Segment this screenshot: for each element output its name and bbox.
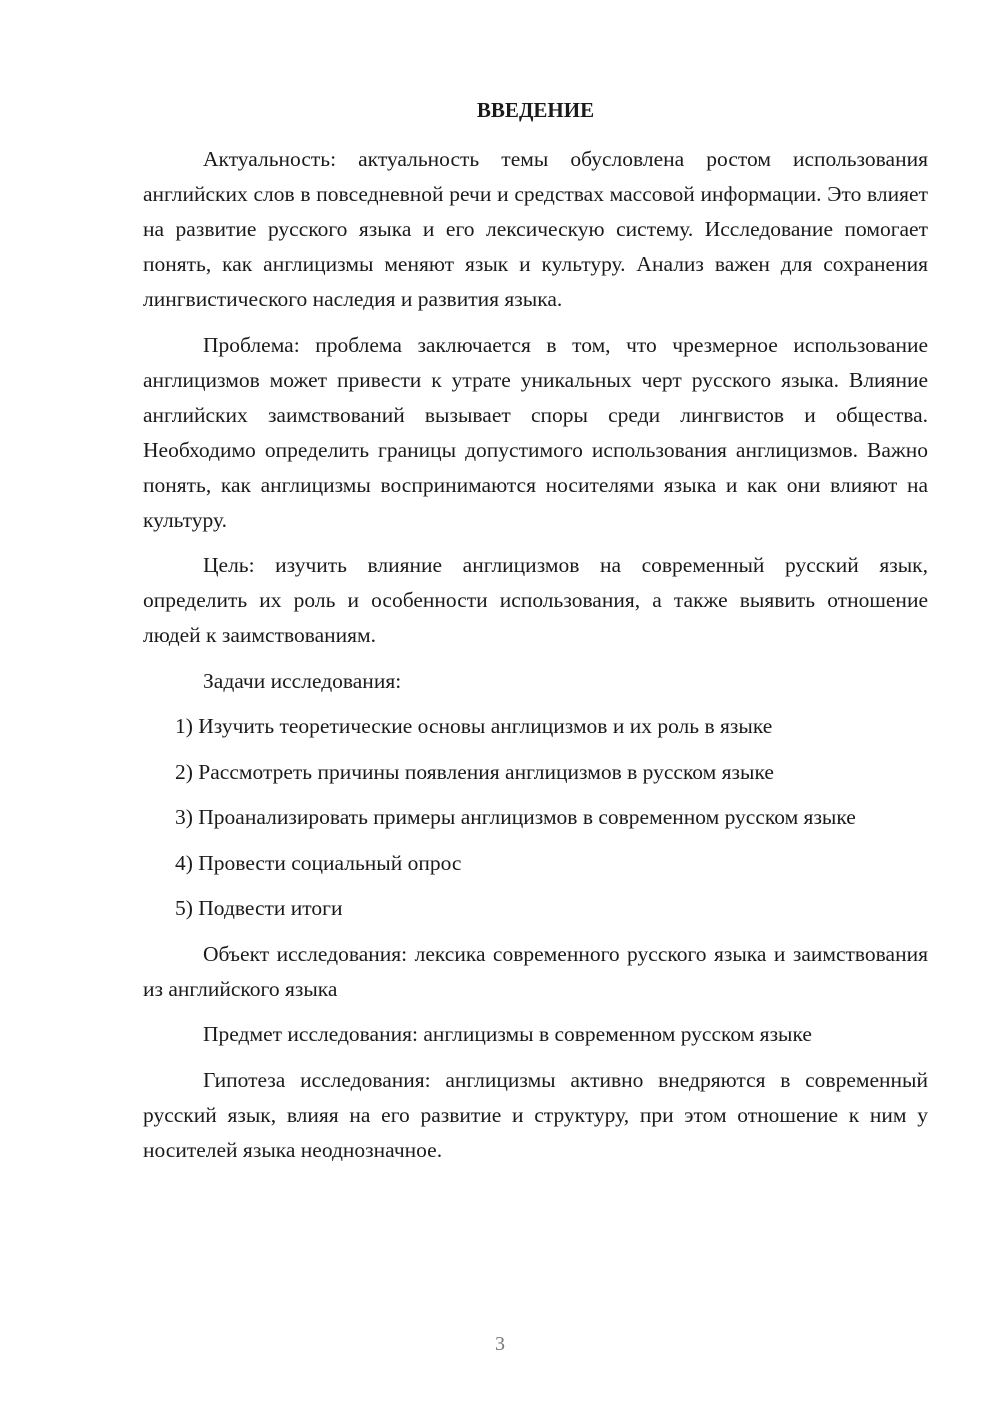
paragraph-tasks-heading: Задачи исследования: [203,668,402,693]
paragraph-problem: Проблема: проблема заключается в том, что чрезмерное использование англицизмов может привести к утрате уникальных черт русского языка. Влияние английских заимствований вызывает споры среди лингвистов и общества. Необходимо определить границы допустимого использования англицизмов. Важно понять, как англицизмы воспринимаются носителями языка и как они влияют на культуру. [143,332,928,532]
page-number: 3 [495,1333,505,1355]
task-item: 3) Проанализировать примеры англицизмов в современном русском языке [175,805,856,829]
paragraph-goal: Цель: изучить влияние англицизмов на современный русский язык, определить их роль и особенности использования, а также выявить отношение людей к заимствованиям. [143,553,928,647]
task-item: 4) Провести социальный опрос [175,850,462,875]
task-item: 1) Изучить теоретические основы англицизмов и их роль в языке [175,714,773,738]
paragraph-relevance: Актуальность: актуальность темы обусловлена ростом использования английских слов в повседневной речи и средствах массовой информации. Это влияет на развитие русского языка и его лексическую систему. Исследование помогает понять, как англицизмы меняют язык и культуру. Анализ важен для сохранения лингвистического наследия и развития языка. [143,147,928,311]
paragraph-hypothesis: Гипотеза исследования: англицизмы активно внедряются в современный русский язык, влияя на его развитие и структуру, при этом отношение к ним у носителей языка неоднозначное. [143,1067,928,1162]
body-text [143,142,928,1178]
task-item: 5) Подвести итоги [175,896,343,920]
section-title: ВВЕДЕНИЕ [476,98,595,122]
paragraph-object: Объект исследования: лексика современного русского языка и заимствования из английского языка [143,941,928,1001]
paragraph-subject: Предмет исследования: англицизмы в современном русском языке [203,1022,812,1046]
task-item: 2) Рассмотреть причины появления англицизмов в русском языке [175,759,774,784]
